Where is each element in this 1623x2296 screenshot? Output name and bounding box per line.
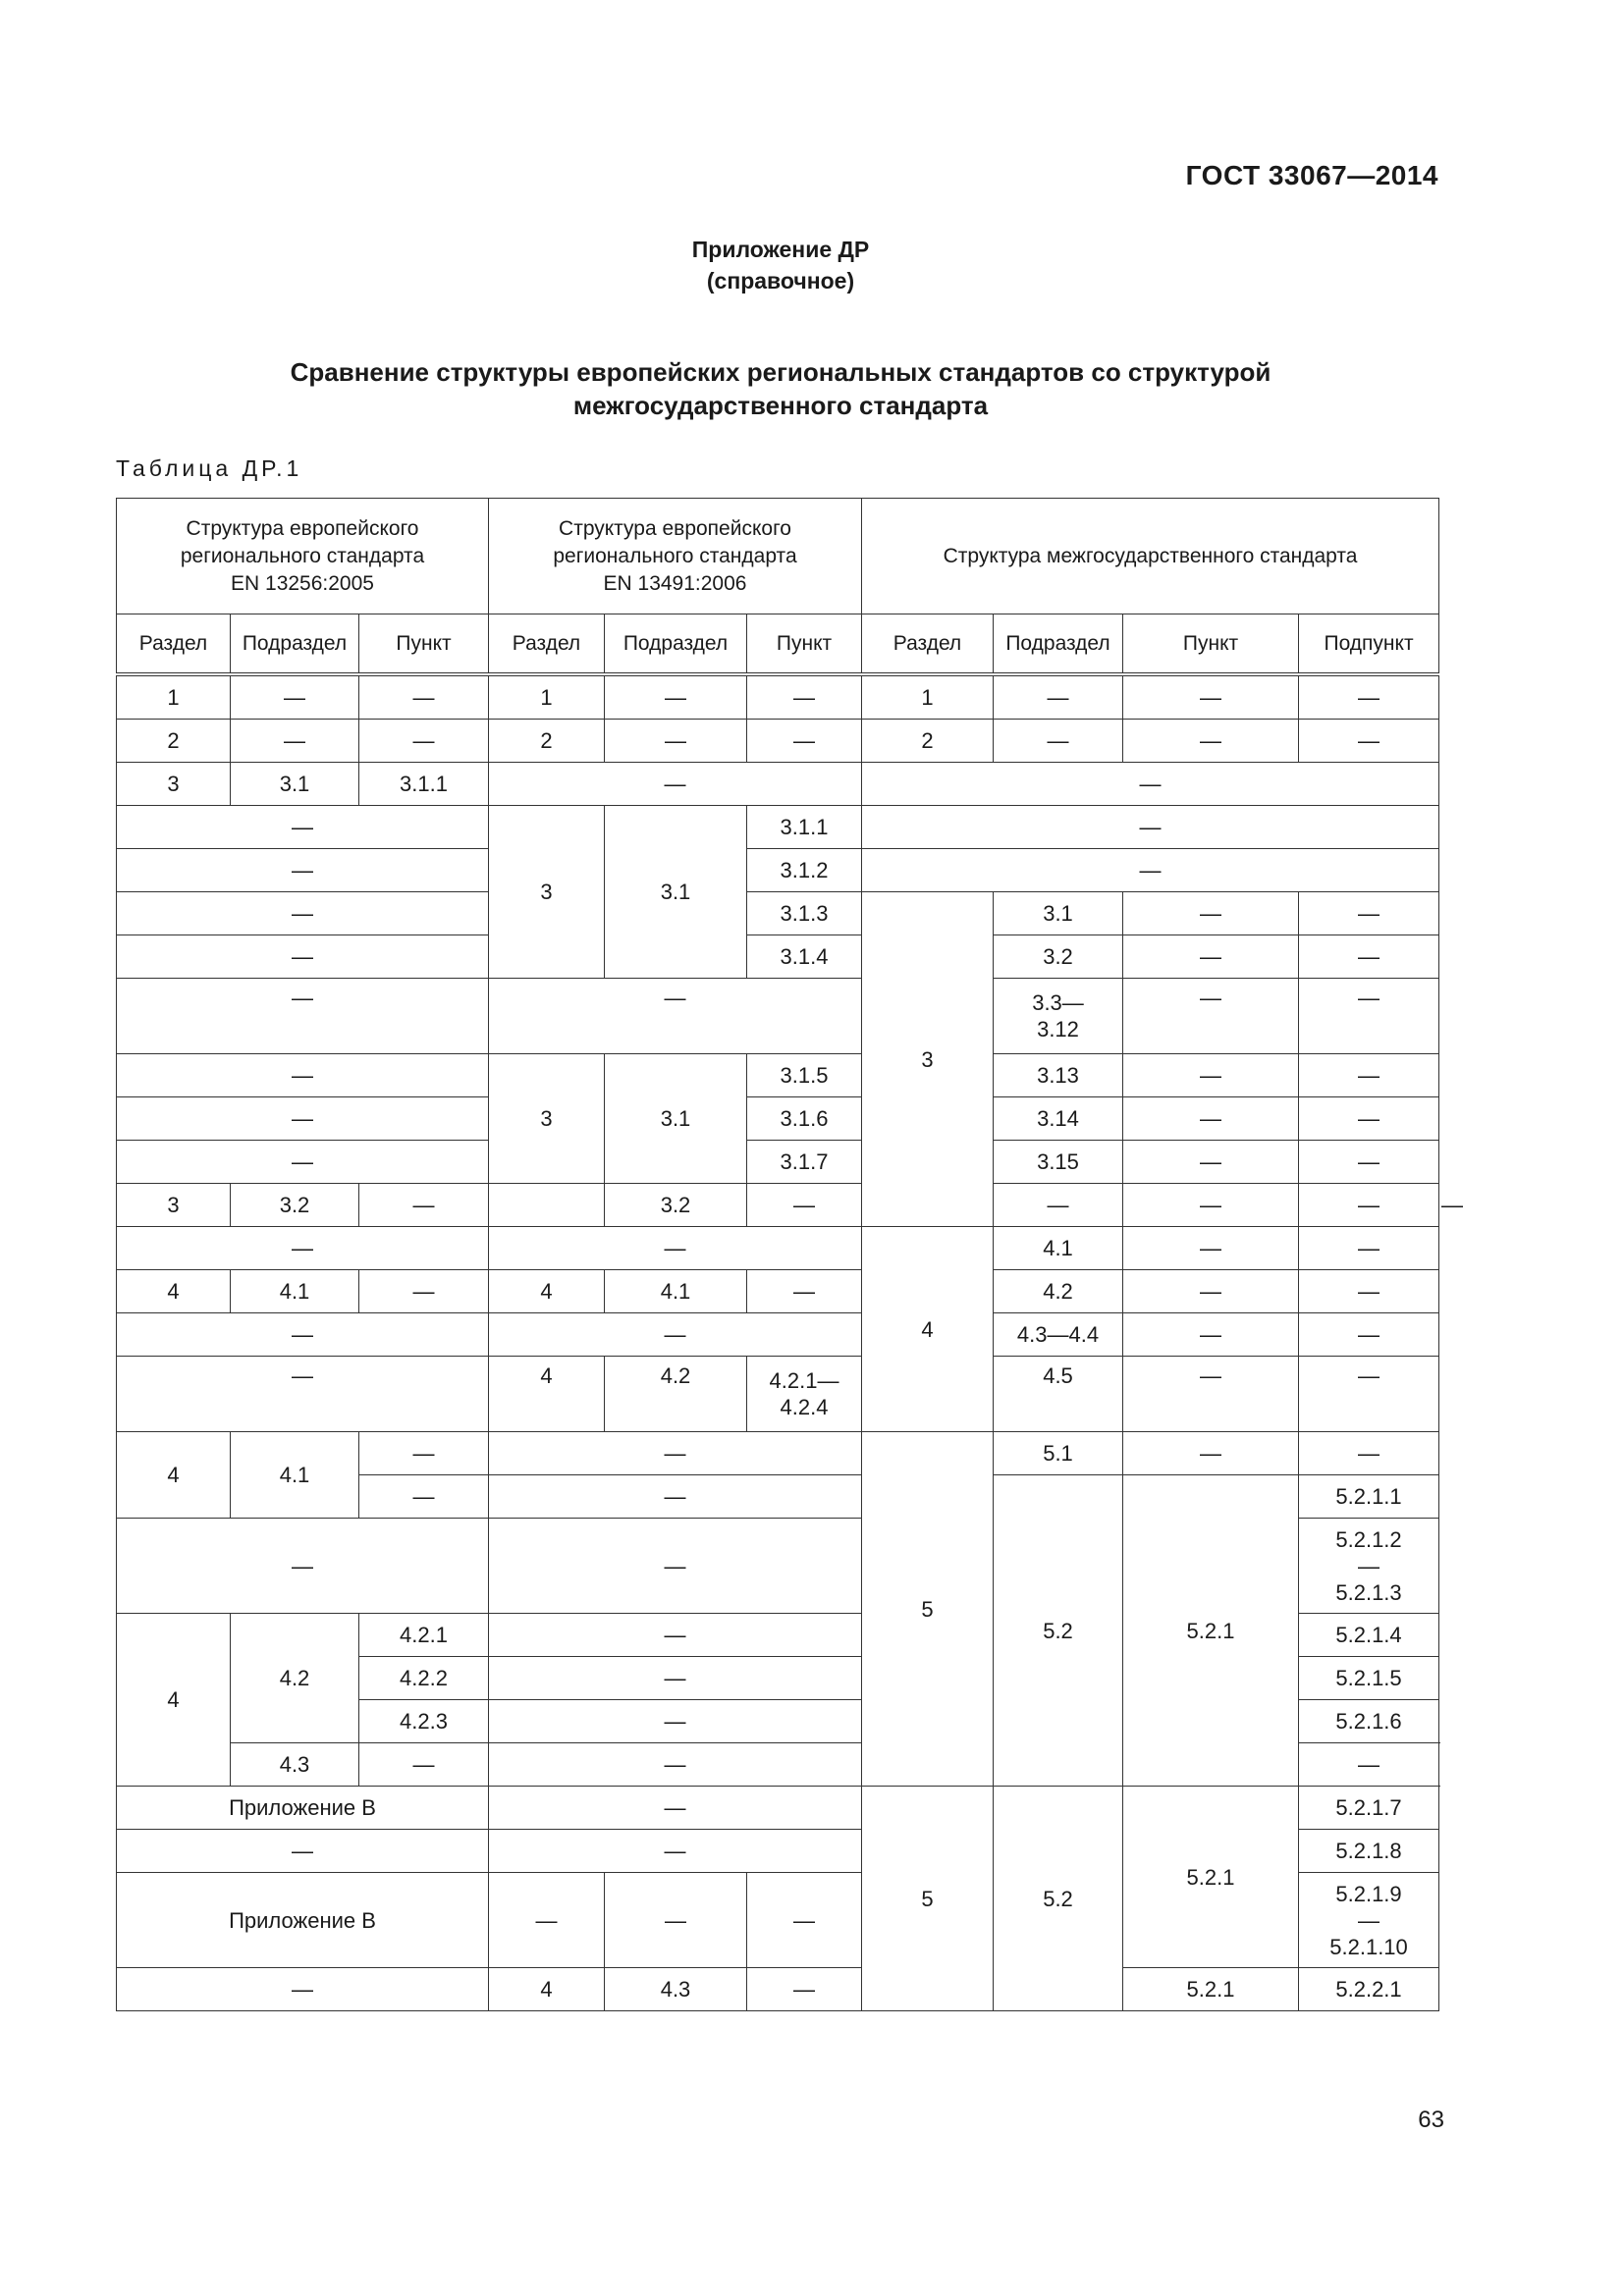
table-cell: — [117,849,489,892]
table-cell: — [117,1313,489,1357]
header-en13491-code: EN 13491:2006 [603,571,747,595]
table-cell: — [117,1519,489,1614]
table-cell: — [747,1270,862,1313]
column-header-row [117,614,1439,675]
table-cell: — [1123,935,1299,979]
table-cell: — [862,806,1439,849]
table-cell: — [231,674,359,720]
table-cell: — [359,1743,489,1787]
cell-line: 4.2.4 [780,1395,829,1419]
standard-code: ГОСТ 33067—2014 [1185,160,1438,190]
table-cell: 5.2.1.8 [1299,1830,1439,1873]
header-en13256-line: Структура европейского [186,516,419,540]
table-cell: 2 [117,720,231,763]
table-cell: 3.1.5 [747,1054,862,1097]
table-cell: — [1123,720,1299,763]
table-cell: 4.1 [605,1270,747,1313]
page-number: 63 [1418,2107,1444,2133]
table-row [117,1313,1439,1357]
col-header: Подраздел [994,614,1123,675]
table-cell: — [1299,1097,1439,1141]
table-cell: — [489,763,862,806]
table-cell: 4.1 [994,1227,1123,1270]
col-header: Подпункт [1299,614,1439,675]
table-cell: 3 [489,1054,605,1184]
table-cell: 1 [862,674,994,720]
table-cell: 3 [862,892,994,1227]
table-cell: — [994,720,1123,763]
table-cell: — [862,849,1439,892]
table-cell: 5 [862,1432,994,1787]
table-cell: — [994,674,1123,720]
document-title [0,355,1561,422]
table-cell: — [1299,674,1439,720]
table-cell: — [489,1657,862,1700]
table-row [117,763,1439,806]
header-en13491-line: Структура европейского [559,516,791,540]
table-cell: 3.15 [994,1141,1123,1184]
col-header: Подраздел [605,614,747,675]
table-cell: 4.2.3 [359,1700,489,1743]
table-cell [1299,1873,1439,1968]
table-cell: 3.2 [994,935,1123,979]
table-cell: 4.1 [231,1432,359,1519]
table-cell [489,1184,605,1227]
table-caption: Таблица ДР.1 [116,455,303,481]
table-row [117,674,1439,720]
table-cell: — [489,1313,862,1357]
table-cell: — [1299,1357,1439,1432]
annex-title [0,234,1561,296]
table-cell: — [117,1054,489,1097]
table-cell: — [1299,1313,1439,1357]
header-en13491-line: регионального стандарта [553,544,797,567]
table-cell: — [1299,979,1439,1054]
table-cell: 3.14 [994,1097,1123,1141]
table-cell: — [359,720,489,763]
table-cell: 4 [117,1270,231,1313]
table-cell: — [117,1141,489,1184]
col-header: Раздел [117,614,231,675]
table-cell: 5.2 [994,1475,1123,1787]
table-cell: 3.1 [605,806,747,979]
table-cell: 5.2.1.5 [1299,1657,1439,1700]
table-cell: 4.5 [994,1357,1123,1432]
col-header: Раздел [862,614,994,675]
table-cell: — [489,1614,862,1657]
cell-line: 3.12 [1037,1017,1079,1041]
col-header: Пункт [359,614,489,675]
table-cell: — [117,892,489,935]
table-row [117,892,1439,935]
table-cell: 4.1 [231,1270,359,1313]
table-cell: 3 [117,763,231,806]
table-cell: — [994,1184,1123,1227]
table-cell: — [747,1184,862,1227]
table-cell: 3.1.6 [747,1097,862,1141]
col-header: Пункт [1123,614,1299,675]
cell-line: — [1358,1553,1380,1578]
table-cell: — [1299,1184,1439,1227]
table-cell: — [117,979,489,1054]
table-cell: — [1299,1432,1439,1475]
table-cell: 4.2 [605,1357,747,1432]
cell-line: 4.2.1— [769,1368,839,1393]
table-cell: — [117,935,489,979]
table-cell: — [489,1227,862,1270]
table-cell: — [862,763,1439,806]
table-cell: — [1123,1227,1299,1270]
table-cell: 5.2.2.1 [1299,1968,1439,2011]
table-cell: 5.1 [994,1432,1123,1475]
table-cell: 3.1 [994,892,1123,935]
header-gost: Структура межгосударственного стандарта [862,499,1439,614]
table-cell: — [117,1227,489,1270]
table-cell: — [1123,979,1299,1054]
table-cell [747,1357,862,1432]
header-en13491 [489,499,862,614]
table-cell: — [605,674,747,720]
table-cell: — [117,806,489,849]
table-cell: Приложение В [117,1787,489,1830]
table-cell: 4.2.1 [359,1614,489,1657]
table-cell: — [605,720,747,763]
table-cell: 4.3 [605,1968,747,2011]
table-cell: 2 [489,720,605,763]
table-cell: — [489,979,862,1054]
table-cell: 3.1.4 [747,935,862,979]
table-cell: 3 [117,1184,231,1227]
table-cell: 3.1.2 [747,849,862,892]
table-cell: 2 [862,720,994,763]
table-cell: — [117,1830,489,1873]
table-cell [994,979,1123,1054]
table-cell: — [1123,1357,1299,1432]
table-cell: — [1123,1054,1299,1097]
table-cell: 3.1.3 [747,892,862,935]
table-cell: 3.13 [994,1054,1123,1097]
table-cell: 3.2 [231,1184,359,1227]
table-cell: 3.2 [605,1184,747,1227]
comparison-table [116,498,1464,2011]
table-cell: — [1299,892,1439,935]
table-cell: 4 [489,1357,605,1432]
table-cell: 5.2.1.6 [1299,1700,1439,1743]
table-row [117,1968,1439,2011]
table-cell: — [489,1830,862,1873]
table-cell: — [489,1475,862,1519]
cell-line: — [1358,1907,1380,1933]
table-cell: — [1123,1313,1299,1357]
table-cell: 5.2 [994,1787,1123,2011]
table-cell: 5.2.1 [1123,1475,1299,1787]
table-cell: 5.2.1 [1123,1787,1299,1968]
table-cell: 5.2.1 [1123,1968,1299,2011]
table-cell: 5.2.1.4 [1299,1614,1439,1657]
table-cell: 3.1.7 [747,1141,862,1184]
table-row [117,1787,1439,1830]
table-cell: — [1299,1141,1439,1184]
table-cell: — [359,1432,489,1475]
table-row [117,979,1439,1054]
table-cell: — [489,1787,862,1830]
cell-line: 5.2.1.3 [1335,1579,1402,1605]
table-cell: — [1299,1227,1439,1270]
table-cell: — [489,1519,862,1614]
group-header-row [117,499,1439,614]
table-row [117,1357,1439,1432]
header-en13256-code: EN 13256:2005 [231,571,374,595]
table-cell: 3.1 [605,1054,747,1184]
table-row [117,1432,1439,1475]
cell-line: 3.3— [1032,990,1084,1015]
col-header: Раздел [489,614,605,675]
table-row [117,1227,1439,1270]
table-cell: — [231,720,359,763]
document-title-line-1: Сравнение структуры европейских региональных стандартов со структурой [290,357,1271,387]
cell-line: 5.2.1.2 [1335,1526,1402,1552]
table-row [117,1054,1439,1097]
document-title-line-2: межгосударственного стандарта [572,391,989,420]
table-cell: — [117,1968,489,2011]
table-cell: 1 [117,674,231,720]
table-cell [1299,1519,1439,1614]
table-cell: — [489,1743,862,1787]
table-cell: — [489,1873,605,1968]
table-cell: — [359,674,489,720]
table-row [117,1097,1439,1141]
table-cell: 4 [117,1614,231,1787]
table-cell: — [1299,720,1439,763]
table-cell: — [489,1432,862,1475]
table-cell: 1 [489,674,605,720]
table-cell: 4.2.2 [359,1657,489,1700]
table-cell: — [1123,1141,1299,1184]
table-row [117,1270,1439,1313]
table-cell: 4 [489,1270,605,1313]
table-cell: — [1299,1054,1439,1097]
table-cell: Приложение В [117,1873,489,1968]
table-cell: 5.2.1.7 [1299,1787,1439,1830]
table-cell: 3.1 [231,763,359,806]
table-cell: — [747,1873,862,1968]
table-cell: — [1123,1184,1299,1227]
table-cell: 4.2 [994,1270,1123,1313]
table-cell: — [117,1357,489,1432]
table-cell: — [1299,935,1439,979]
table-row [117,1141,1439,1184]
table-cell: — [359,1475,489,1519]
table-cell: — [1299,1270,1439,1313]
table-row: 3 3.2 — 3.2 — — — — — [117,1184,1439,1227]
table-cell: 4 [862,1227,994,1432]
annex-type: (справочное) [706,268,855,294]
cell-line: 5.2.1.9 [1335,1881,1402,1906]
table-cell: — [1123,1432,1299,1475]
table-cell: 4.3 [231,1743,359,1787]
table-cell: — [489,1700,862,1743]
table-row [117,849,1439,892]
table-cell: — [1123,1270,1299,1313]
table-cell: 4.3—4.4 [994,1313,1123,1357]
table-cell: 4.2 [231,1614,359,1743]
table-cell: — [1123,892,1299,935]
table-cell: — [747,674,862,720]
col-header: Пункт [747,614,862,675]
table-cell: — [117,1097,489,1141]
table-cell: — [359,1184,489,1227]
table-cell: 4 [117,1432,231,1519]
cell-line: 5.2.1.10 [1329,1934,1408,1959]
table-row [117,935,1439,979]
table-cell: 3 [489,806,605,979]
table-row [117,806,1439,849]
table-cell: — [1123,674,1299,720]
table-cell: 5 [862,1787,994,2011]
col-header: Подраздел [231,614,359,675]
annex-label: Приложение ДР [691,237,870,262]
table-cell: 4 [489,1968,605,2011]
table-cell: — [747,720,862,763]
table-cell: 5.2.1.1 [1299,1475,1439,1519]
table-cell: — [747,1968,862,2011]
table-cell: 3.1.1 [747,806,862,849]
table-cell: 3.1.1 [359,763,489,806]
table-cell: — [359,1270,489,1313]
table-cell: — [1123,1097,1299,1141]
header-en13256 [117,499,489,614]
table-cell: — [605,1873,747,1968]
header-en13256-line: регионального стандарта [180,544,425,567]
table-row [117,720,1439,763]
table-cell: — [1299,1743,1439,1787]
